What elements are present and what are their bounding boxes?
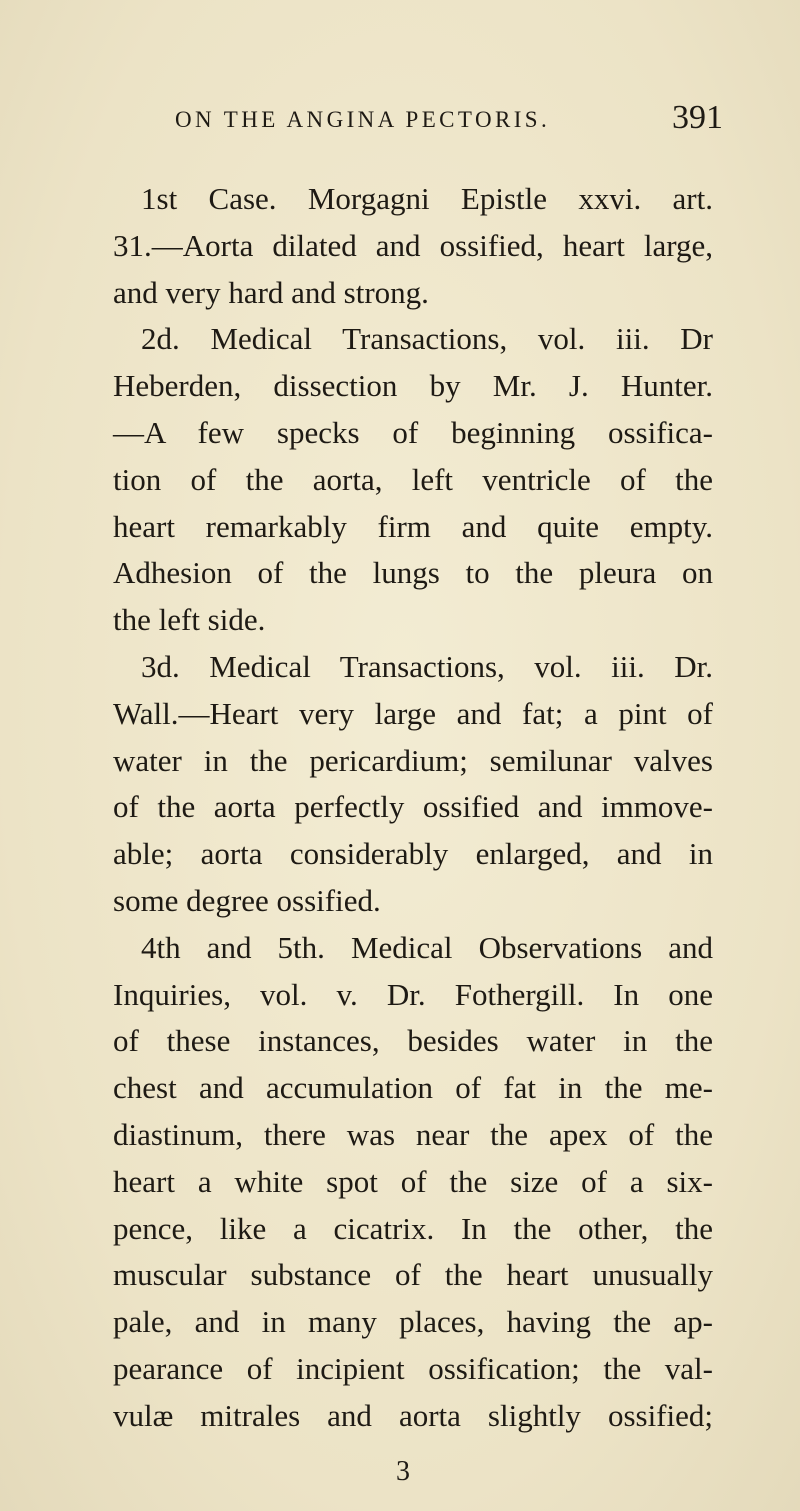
text-line: pence, like a cicatrix. In the other, the [113, 1210, 713, 1246]
text-line: pearance of incipient ossification; the val- [113, 1350, 713, 1386]
text-line: Inquiries, vol. v. Dr. Fothergill. In one [113, 976, 713, 1012]
running-head-title: ON THE ANGINA PECTORIS. [175, 107, 551, 132]
text-line: chest and accumulation of fat in the me- [113, 1070, 713, 1106]
text-line: of the aorta perfectly ossified and immove- [113, 789, 713, 825]
text-line: pale, and in many places, having the ap- [113, 1304, 713, 1340]
text-line: heart a white spot of the size of a six- [113, 1163, 713, 1199]
text-line: 4th and 5th. Medical Observations and [141, 929, 713, 965]
text-line: 31.—Aorta dilated and ossified, heart large, [113, 227, 713, 263]
running-head [175, 99, 723, 139]
text-line: heart remarkably firm and quite empty. [113, 508, 713, 544]
text-line: —A few specks of beginning ossifica- [113, 414, 713, 450]
text-line: vulæ mitrales and aorta slightly ossified; [113, 1397, 713, 1433]
text-line: tion of the aorta, left ventricle of the [113, 461, 713, 497]
text-line: 1st Case. Morgagni Epistle xxvi. art. [141, 181, 713, 216]
text-line: and very hard and strong. [113, 274, 429, 310]
text-line: some degree ossified. [113, 882, 381, 918]
body-text [113, 176, 713, 1440]
text-line: Wall.—Heart very large and fat; a pint of [113, 695, 713, 731]
text-line: 3d. Medical Transactions, vol. iii. Dr. [141, 648, 713, 684]
text-line: diastinum, there was near the apex of the [113, 1116, 713, 1152]
text-line: water in the pericardium; semilunar valves [113, 742, 713, 778]
text-line: Heberden, dissection by Mr. J. Hunter. [113, 368, 713, 404]
signature-mark: 3 [396, 1456, 410, 1487]
text-line: of these instances, besides water in the [113, 1023, 713, 1059]
text-line: the left side. [113, 602, 266, 638]
page-number: 391 [672, 99, 723, 136]
text-line: able; aorta considerably enlarged, and in [113, 836, 713, 872]
text-line: Adhesion of the lungs to the pleura on [113, 555, 713, 591]
text-line: muscular substance of the heart unusually [113, 1257, 713, 1293]
text-line: 2d. Medical Transactions, vol. iii. Dr [141, 321, 713, 357]
